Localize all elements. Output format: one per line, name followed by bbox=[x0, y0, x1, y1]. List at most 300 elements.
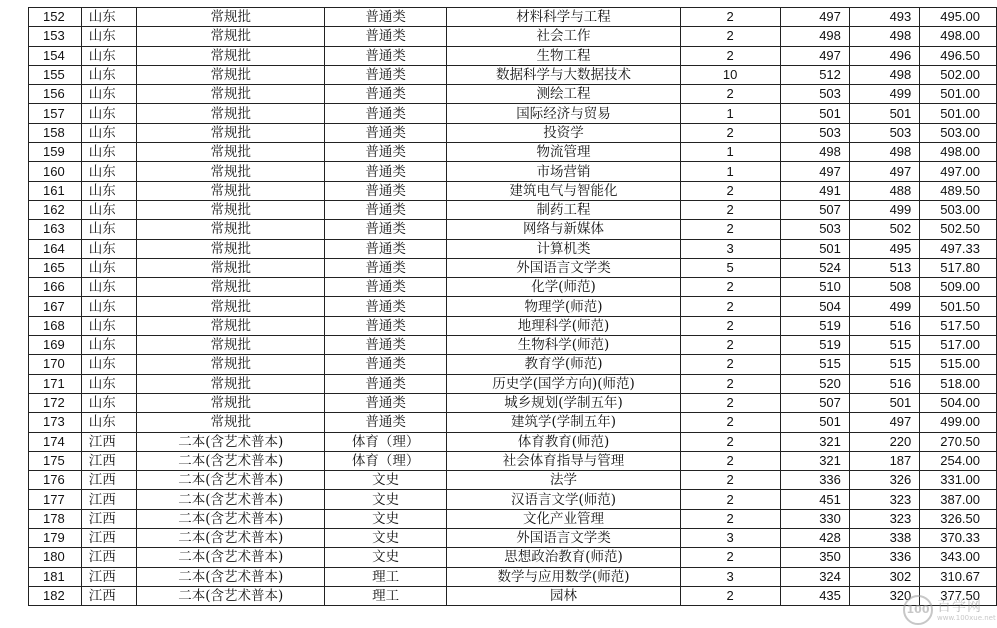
table-cell: 2 bbox=[680, 46, 780, 65]
table-cell: 江西 bbox=[81, 509, 137, 528]
table-row bbox=[29, 123, 997, 142]
table-cell: 507 bbox=[780, 200, 849, 219]
table-cell: 2 bbox=[680, 316, 780, 335]
table-cell: 山东 bbox=[81, 336, 137, 355]
table-cell: 498 bbox=[780, 143, 849, 162]
table-cell: 2 bbox=[680, 432, 780, 451]
table-cell: 152 bbox=[29, 8, 82, 27]
table-cell: 山东 bbox=[81, 104, 137, 123]
table-cell: 普通类 bbox=[325, 413, 447, 432]
table-cell: 157 bbox=[29, 104, 82, 123]
table-cell: 510 bbox=[780, 278, 849, 297]
table-body bbox=[29, 8, 997, 606]
table-cell: 2 bbox=[680, 85, 780, 104]
table-row bbox=[29, 355, 997, 374]
table-cell: 2 bbox=[680, 8, 780, 27]
table-cell: 国际经济与贸易 bbox=[447, 104, 681, 123]
score-table bbox=[28, 7, 997, 606]
table-cell: 498.00 bbox=[920, 143, 997, 162]
table-cell: 387.00 bbox=[920, 490, 997, 509]
table-cell: 320 bbox=[849, 586, 919, 605]
table-cell: 508 bbox=[849, 278, 919, 297]
table-cell: 江西 bbox=[81, 586, 137, 605]
table-cell: 常规批 bbox=[137, 316, 325, 335]
table-cell: 普通类 bbox=[325, 374, 447, 393]
table-cell: 常规批 bbox=[137, 123, 325, 142]
table-cell: 普通类 bbox=[325, 278, 447, 297]
table-cell: 常规批 bbox=[137, 200, 325, 219]
table-cell: 517.50 bbox=[920, 316, 997, 335]
table-cell: 179 bbox=[29, 529, 82, 548]
table-cell: 2 bbox=[680, 220, 780, 239]
table-cell: 493 bbox=[849, 8, 919, 27]
table-cell: 498 bbox=[849, 27, 919, 46]
table-cell: 山东 bbox=[81, 46, 137, 65]
table-cell: 519 bbox=[780, 336, 849, 355]
table-cell: 503 bbox=[780, 220, 849, 239]
watermark bbox=[903, 595, 996, 625]
table-cell: 2 bbox=[680, 200, 780, 219]
table-cell: 化学(师范) bbox=[447, 278, 681, 297]
table-cell: 270.50 bbox=[920, 432, 997, 451]
table-cell: 投资学 bbox=[447, 123, 681, 142]
table-cell: 计算机类 bbox=[447, 239, 681, 258]
table-cell: 文史 bbox=[325, 548, 447, 567]
table-cell: 测绘工程 bbox=[447, 85, 681, 104]
table-cell: 519 bbox=[780, 316, 849, 335]
table-cell: 常规批 bbox=[137, 297, 325, 316]
table-cell: 园林 bbox=[447, 586, 681, 605]
table-cell: 生物科学(师范) bbox=[447, 336, 681, 355]
table-cell: 2 bbox=[680, 297, 780, 316]
table-cell: 499 bbox=[849, 297, 919, 316]
table-cell: 山东 bbox=[81, 143, 137, 162]
table-cell: 普通类 bbox=[325, 181, 447, 200]
table-cell: 177 bbox=[29, 490, 82, 509]
table-cell: 普通类 bbox=[325, 336, 447, 355]
table-row bbox=[29, 65, 997, 84]
table-cell: 323 bbox=[849, 509, 919, 528]
table-cell: 173 bbox=[29, 413, 82, 432]
table-cell: 体育（理） bbox=[325, 451, 447, 470]
table-row bbox=[29, 27, 997, 46]
table-cell: 495.00 bbox=[920, 8, 997, 27]
table-cell: 168 bbox=[29, 316, 82, 335]
table-cell: 山东 bbox=[81, 374, 137, 393]
table-cell: 普通类 bbox=[325, 316, 447, 335]
table-cell: 178 bbox=[29, 509, 82, 528]
table-cell: 501.00 bbox=[920, 85, 997, 104]
table-cell: 503.00 bbox=[920, 123, 997, 142]
table-cell: 常规批 bbox=[137, 65, 325, 84]
table-cell: 江西 bbox=[81, 548, 137, 567]
table-cell: 建筑电气与智能化 bbox=[447, 181, 681, 200]
table-cell: 170 bbox=[29, 355, 82, 374]
table-cell: 338 bbox=[849, 529, 919, 548]
table-cell: 普通类 bbox=[325, 85, 447, 104]
table-row bbox=[29, 509, 997, 528]
table-cell: 350 bbox=[780, 548, 849, 567]
table-cell: 154 bbox=[29, 46, 82, 65]
table-cell: 常规批 bbox=[137, 393, 325, 412]
table-cell: 2 bbox=[680, 509, 780, 528]
table-cell: 451 bbox=[780, 490, 849, 509]
table-cell: 166 bbox=[29, 278, 82, 297]
table-cell: 174 bbox=[29, 432, 82, 451]
table-cell: 江西 bbox=[81, 529, 137, 548]
table-cell: 163 bbox=[29, 220, 82, 239]
table-cell: 体育（理） bbox=[325, 432, 447, 451]
table-cell: 2 bbox=[680, 336, 780, 355]
table-cell: 数据科学与大数据技术 bbox=[447, 65, 681, 84]
table-cell: 336 bbox=[780, 471, 849, 490]
table-cell: 495 bbox=[849, 239, 919, 258]
table-cell: 2 bbox=[680, 355, 780, 374]
table-cell: 503 bbox=[780, 123, 849, 142]
table-row bbox=[29, 200, 997, 219]
table-cell: 160 bbox=[29, 162, 82, 181]
table-row bbox=[29, 548, 997, 567]
table-cell: 常规批 bbox=[137, 220, 325, 239]
table-cell: 山东 bbox=[81, 258, 137, 277]
table-cell: 497 bbox=[780, 162, 849, 181]
table-cell: 182 bbox=[29, 586, 82, 605]
table-cell: 336 bbox=[849, 548, 919, 567]
table-cell: 思想政治教育(师范) bbox=[447, 548, 681, 567]
table-cell: 2 bbox=[680, 490, 780, 509]
table-row bbox=[29, 85, 997, 104]
table-row bbox=[29, 586, 997, 605]
table-cell: 物理学(师范) bbox=[447, 297, 681, 316]
table-cell: 220 bbox=[849, 432, 919, 451]
table-cell: 社会工作 bbox=[447, 27, 681, 46]
table-cell: 171 bbox=[29, 374, 82, 393]
table-row bbox=[29, 297, 997, 316]
table-cell: 2 bbox=[680, 181, 780, 200]
table-cell: 524 bbox=[780, 258, 849, 277]
table-cell: 499.00 bbox=[920, 413, 997, 432]
table-cell: 175 bbox=[29, 451, 82, 470]
table-cell: 187 bbox=[849, 451, 919, 470]
table-row bbox=[29, 567, 997, 586]
table-cell: 181 bbox=[29, 567, 82, 586]
table-cell: 普通类 bbox=[325, 65, 447, 84]
table-row bbox=[29, 104, 997, 123]
table-cell: 生物工程 bbox=[447, 46, 681, 65]
table-cell: 理工 bbox=[325, 586, 447, 605]
table-cell: 普通类 bbox=[325, 297, 447, 316]
table-cell: 162 bbox=[29, 200, 82, 219]
table-cell: 497 bbox=[849, 162, 919, 181]
table-cell: 市场营销 bbox=[447, 162, 681, 181]
table-cell: 城乡规划(学制五年) bbox=[447, 393, 681, 412]
table-cell: 499 bbox=[849, 200, 919, 219]
table-cell: 498.00 bbox=[920, 27, 997, 46]
table-cell: 496.50 bbox=[920, 46, 997, 65]
table-cell: 常规批 bbox=[137, 374, 325, 393]
table-cell: 江西 bbox=[81, 567, 137, 586]
table-cell: 518.00 bbox=[920, 374, 997, 393]
table-cell: 370.33 bbox=[920, 529, 997, 548]
watermark-logo-icon: 100 bbox=[903, 595, 933, 625]
table-cell: 497 bbox=[849, 413, 919, 432]
table-cell: 数学与应用数学(师范) bbox=[447, 567, 681, 586]
table-cell: 建筑学(学制五年) bbox=[447, 413, 681, 432]
table-cell: 山东 bbox=[81, 278, 137, 297]
table-cell: 二本(含艺术普本) bbox=[137, 529, 325, 548]
table-row bbox=[29, 490, 997, 509]
table-cell: 326.50 bbox=[920, 509, 997, 528]
table-cell: 503 bbox=[780, 85, 849, 104]
table-cell: 2 bbox=[680, 393, 780, 412]
table-cell: 历史学(国学方向)(师范) bbox=[447, 374, 681, 393]
table-cell: 321 bbox=[780, 451, 849, 470]
table-cell: 山东 bbox=[81, 316, 137, 335]
table-cell: 302 bbox=[849, 567, 919, 586]
table-cell: 普通类 bbox=[325, 162, 447, 181]
table-cell: 文史 bbox=[325, 509, 447, 528]
table-cell: 501.50 bbox=[920, 297, 997, 316]
table-cell: 二本(含艺术普本) bbox=[137, 567, 325, 586]
table-cell: 520 bbox=[780, 374, 849, 393]
table-cell: 501 bbox=[780, 104, 849, 123]
table-cell: 山东 bbox=[81, 355, 137, 374]
table-cell: 517.00 bbox=[920, 336, 997, 355]
table-cell: 常规批 bbox=[137, 413, 325, 432]
table-cell: 2 bbox=[680, 413, 780, 432]
table-cell: 165 bbox=[29, 258, 82, 277]
table-cell: 497 bbox=[780, 8, 849, 27]
table-cell: 2 bbox=[680, 548, 780, 567]
table-cell: 山东 bbox=[81, 8, 137, 27]
table-cell: 汉语言文学(师范) bbox=[447, 490, 681, 509]
table-cell: 499 bbox=[849, 85, 919, 104]
table-row bbox=[29, 46, 997, 65]
table-cell: 2 bbox=[680, 27, 780, 46]
table-cell: 2 bbox=[680, 374, 780, 393]
table-row bbox=[29, 432, 997, 451]
table-cell: 324 bbox=[780, 567, 849, 586]
table-cell: 普通类 bbox=[325, 123, 447, 142]
table-cell: 物流管理 bbox=[447, 143, 681, 162]
table-cell: 503 bbox=[849, 123, 919, 142]
table-cell: 网络与新媒体 bbox=[447, 220, 681, 239]
table-cell: 山东 bbox=[81, 162, 137, 181]
table-cell: 山东 bbox=[81, 200, 137, 219]
table-row bbox=[29, 374, 997, 393]
table-cell: 普通类 bbox=[325, 46, 447, 65]
table-cell: 2 bbox=[680, 123, 780, 142]
table-row bbox=[29, 393, 997, 412]
table-cell: 普通类 bbox=[325, 27, 447, 46]
table-cell: 常规批 bbox=[137, 355, 325, 374]
table-row bbox=[29, 8, 997, 27]
table-cell: 377.50 bbox=[920, 586, 997, 605]
table-cell: 158 bbox=[29, 123, 82, 142]
table-cell: 517.80 bbox=[920, 258, 997, 277]
table-cell: 489.50 bbox=[920, 181, 997, 200]
table-cell: 2 bbox=[680, 471, 780, 490]
table-cell: 498 bbox=[780, 27, 849, 46]
table-cell: 常规批 bbox=[137, 278, 325, 297]
table-cell: 310.67 bbox=[920, 567, 997, 586]
table-cell: 普通类 bbox=[325, 239, 447, 258]
table-cell: 外国语言文学类 bbox=[447, 529, 681, 548]
table-cell: 498 bbox=[849, 65, 919, 84]
table-cell: 3 bbox=[680, 239, 780, 258]
table-cell: 516 bbox=[849, 316, 919, 335]
table-cell: 二本(含艺术普本) bbox=[137, 509, 325, 528]
table-cell: 山东 bbox=[81, 220, 137, 239]
table-cell: 山东 bbox=[81, 181, 137, 200]
table-cell: 山东 bbox=[81, 393, 137, 412]
table-cell: 513 bbox=[849, 258, 919, 277]
table-row bbox=[29, 258, 997, 277]
table-cell: 文史 bbox=[325, 490, 447, 509]
table-cell: 山东 bbox=[81, 65, 137, 84]
table-cell: 教育学(师范) bbox=[447, 355, 681, 374]
table-row bbox=[29, 529, 997, 548]
table-cell: 山东 bbox=[81, 297, 137, 316]
table-cell: 501 bbox=[849, 393, 919, 412]
table-cell: 外国语言文学类 bbox=[447, 258, 681, 277]
table-cell: 164 bbox=[29, 239, 82, 258]
table-cell: 普通类 bbox=[325, 393, 447, 412]
table-row bbox=[29, 143, 997, 162]
table-cell: 江西 bbox=[81, 490, 137, 509]
watermark-url: www.100xue.net bbox=[937, 614, 996, 622]
table-cell: 普通类 bbox=[325, 220, 447, 239]
table-cell: 常规批 bbox=[137, 143, 325, 162]
table-cell: 常规批 bbox=[137, 46, 325, 65]
table-row bbox=[29, 471, 997, 490]
table-cell: 501 bbox=[849, 104, 919, 123]
table-cell: 江西 bbox=[81, 451, 137, 470]
table-cell: 山东 bbox=[81, 123, 137, 142]
table-cell: 169 bbox=[29, 336, 82, 355]
table-cell: 3 bbox=[680, 529, 780, 548]
table-cell: 二本(含艺术普本) bbox=[137, 548, 325, 567]
table-cell: 504.00 bbox=[920, 393, 997, 412]
table-cell: 常规批 bbox=[137, 181, 325, 200]
table-cell: 2 bbox=[680, 586, 780, 605]
table-cell: 普通类 bbox=[325, 104, 447, 123]
table-cell: 常规批 bbox=[137, 162, 325, 181]
table-cell: 515 bbox=[849, 355, 919, 374]
table-cell: 428 bbox=[780, 529, 849, 548]
table-cell: 材料科学与工程 bbox=[447, 8, 681, 27]
table-cell: 343.00 bbox=[920, 548, 997, 567]
table-cell: 1 bbox=[680, 143, 780, 162]
table-cell: 172 bbox=[29, 393, 82, 412]
table-cell: 制药工程 bbox=[447, 200, 681, 219]
table-cell: 496 bbox=[849, 46, 919, 65]
table-cell: 497 bbox=[780, 46, 849, 65]
table-cell: 515 bbox=[780, 355, 849, 374]
table-row bbox=[29, 239, 997, 258]
table-cell: 3 bbox=[680, 567, 780, 586]
table-cell: 5 bbox=[680, 258, 780, 277]
table-cell: 497.00 bbox=[920, 162, 997, 181]
table-cell: 330 bbox=[780, 509, 849, 528]
table-cell: 社会体育指导与管理 bbox=[447, 451, 681, 470]
table-cell: 山东 bbox=[81, 413, 137, 432]
table-cell: 常规批 bbox=[137, 85, 325, 104]
table-cell: 山东 bbox=[81, 27, 137, 46]
table-cell: 501.00 bbox=[920, 104, 997, 123]
table-row bbox=[29, 162, 997, 181]
table-cell: 502.50 bbox=[920, 220, 997, 239]
table-cell: 323 bbox=[849, 490, 919, 509]
table-cell: 497.33 bbox=[920, 239, 997, 258]
table-cell: 503.00 bbox=[920, 200, 997, 219]
table-cell: 515.00 bbox=[920, 355, 997, 374]
table-cell: 254.00 bbox=[920, 451, 997, 470]
table-cell: 二本(含艺术普本) bbox=[137, 586, 325, 605]
table-cell: 二本(含艺术普本) bbox=[137, 451, 325, 470]
watermark-text: 百学网 bbox=[937, 599, 982, 615]
table-cell: 常规批 bbox=[137, 258, 325, 277]
table-cell: 常规批 bbox=[137, 239, 325, 258]
table-cell: 体育教育(师范) bbox=[447, 432, 681, 451]
table-cell: 501 bbox=[780, 413, 849, 432]
table-cell: 常规批 bbox=[137, 8, 325, 27]
table-cell: 普通类 bbox=[325, 355, 447, 374]
table-cell: 167 bbox=[29, 297, 82, 316]
table-row bbox=[29, 336, 997, 355]
table-cell: 331.00 bbox=[920, 471, 997, 490]
table-row bbox=[29, 181, 997, 200]
table-cell: 常规批 bbox=[137, 104, 325, 123]
table-cell: 普通类 bbox=[325, 8, 447, 27]
table-cell: 488 bbox=[849, 181, 919, 200]
table-cell: 常规批 bbox=[137, 336, 325, 355]
table-cell: 161 bbox=[29, 181, 82, 200]
table-cell: 491 bbox=[780, 181, 849, 200]
table-cell: 1 bbox=[680, 162, 780, 181]
table-cell: 498 bbox=[849, 143, 919, 162]
table-cell: 江西 bbox=[81, 432, 137, 451]
table-cell: 江西 bbox=[81, 471, 137, 490]
table-cell: 321 bbox=[780, 432, 849, 451]
table-row bbox=[29, 278, 997, 297]
table-cell: 山东 bbox=[81, 239, 137, 258]
table-cell: 地理科学(师范) bbox=[447, 316, 681, 335]
table-cell: 2 bbox=[680, 278, 780, 297]
table-cell: 山东 bbox=[81, 85, 137, 104]
table-row bbox=[29, 413, 997, 432]
table-cell: 2 bbox=[680, 451, 780, 470]
table-cell: 二本(含艺术普本) bbox=[137, 432, 325, 451]
table-cell: 普通类 bbox=[325, 200, 447, 219]
table-cell: 文化产业管理 bbox=[447, 509, 681, 528]
table-cell: 176 bbox=[29, 471, 82, 490]
table-cell: 1 bbox=[680, 104, 780, 123]
table-cell: 502.00 bbox=[920, 65, 997, 84]
table-row bbox=[29, 316, 997, 335]
table-cell: 普通类 bbox=[325, 258, 447, 277]
table-cell: 515 bbox=[849, 336, 919, 355]
table-cell: 法学 bbox=[447, 471, 681, 490]
table-cell: 504 bbox=[780, 297, 849, 316]
table-cell: 435 bbox=[780, 586, 849, 605]
table-cell: 155 bbox=[29, 65, 82, 84]
table-cell: 二本(含艺术普本) bbox=[137, 471, 325, 490]
table-cell: 二本(含艺术普本) bbox=[137, 490, 325, 509]
table-cell: 10 bbox=[680, 65, 780, 84]
table-cell: 153 bbox=[29, 27, 82, 46]
table-cell: 509.00 bbox=[920, 278, 997, 297]
